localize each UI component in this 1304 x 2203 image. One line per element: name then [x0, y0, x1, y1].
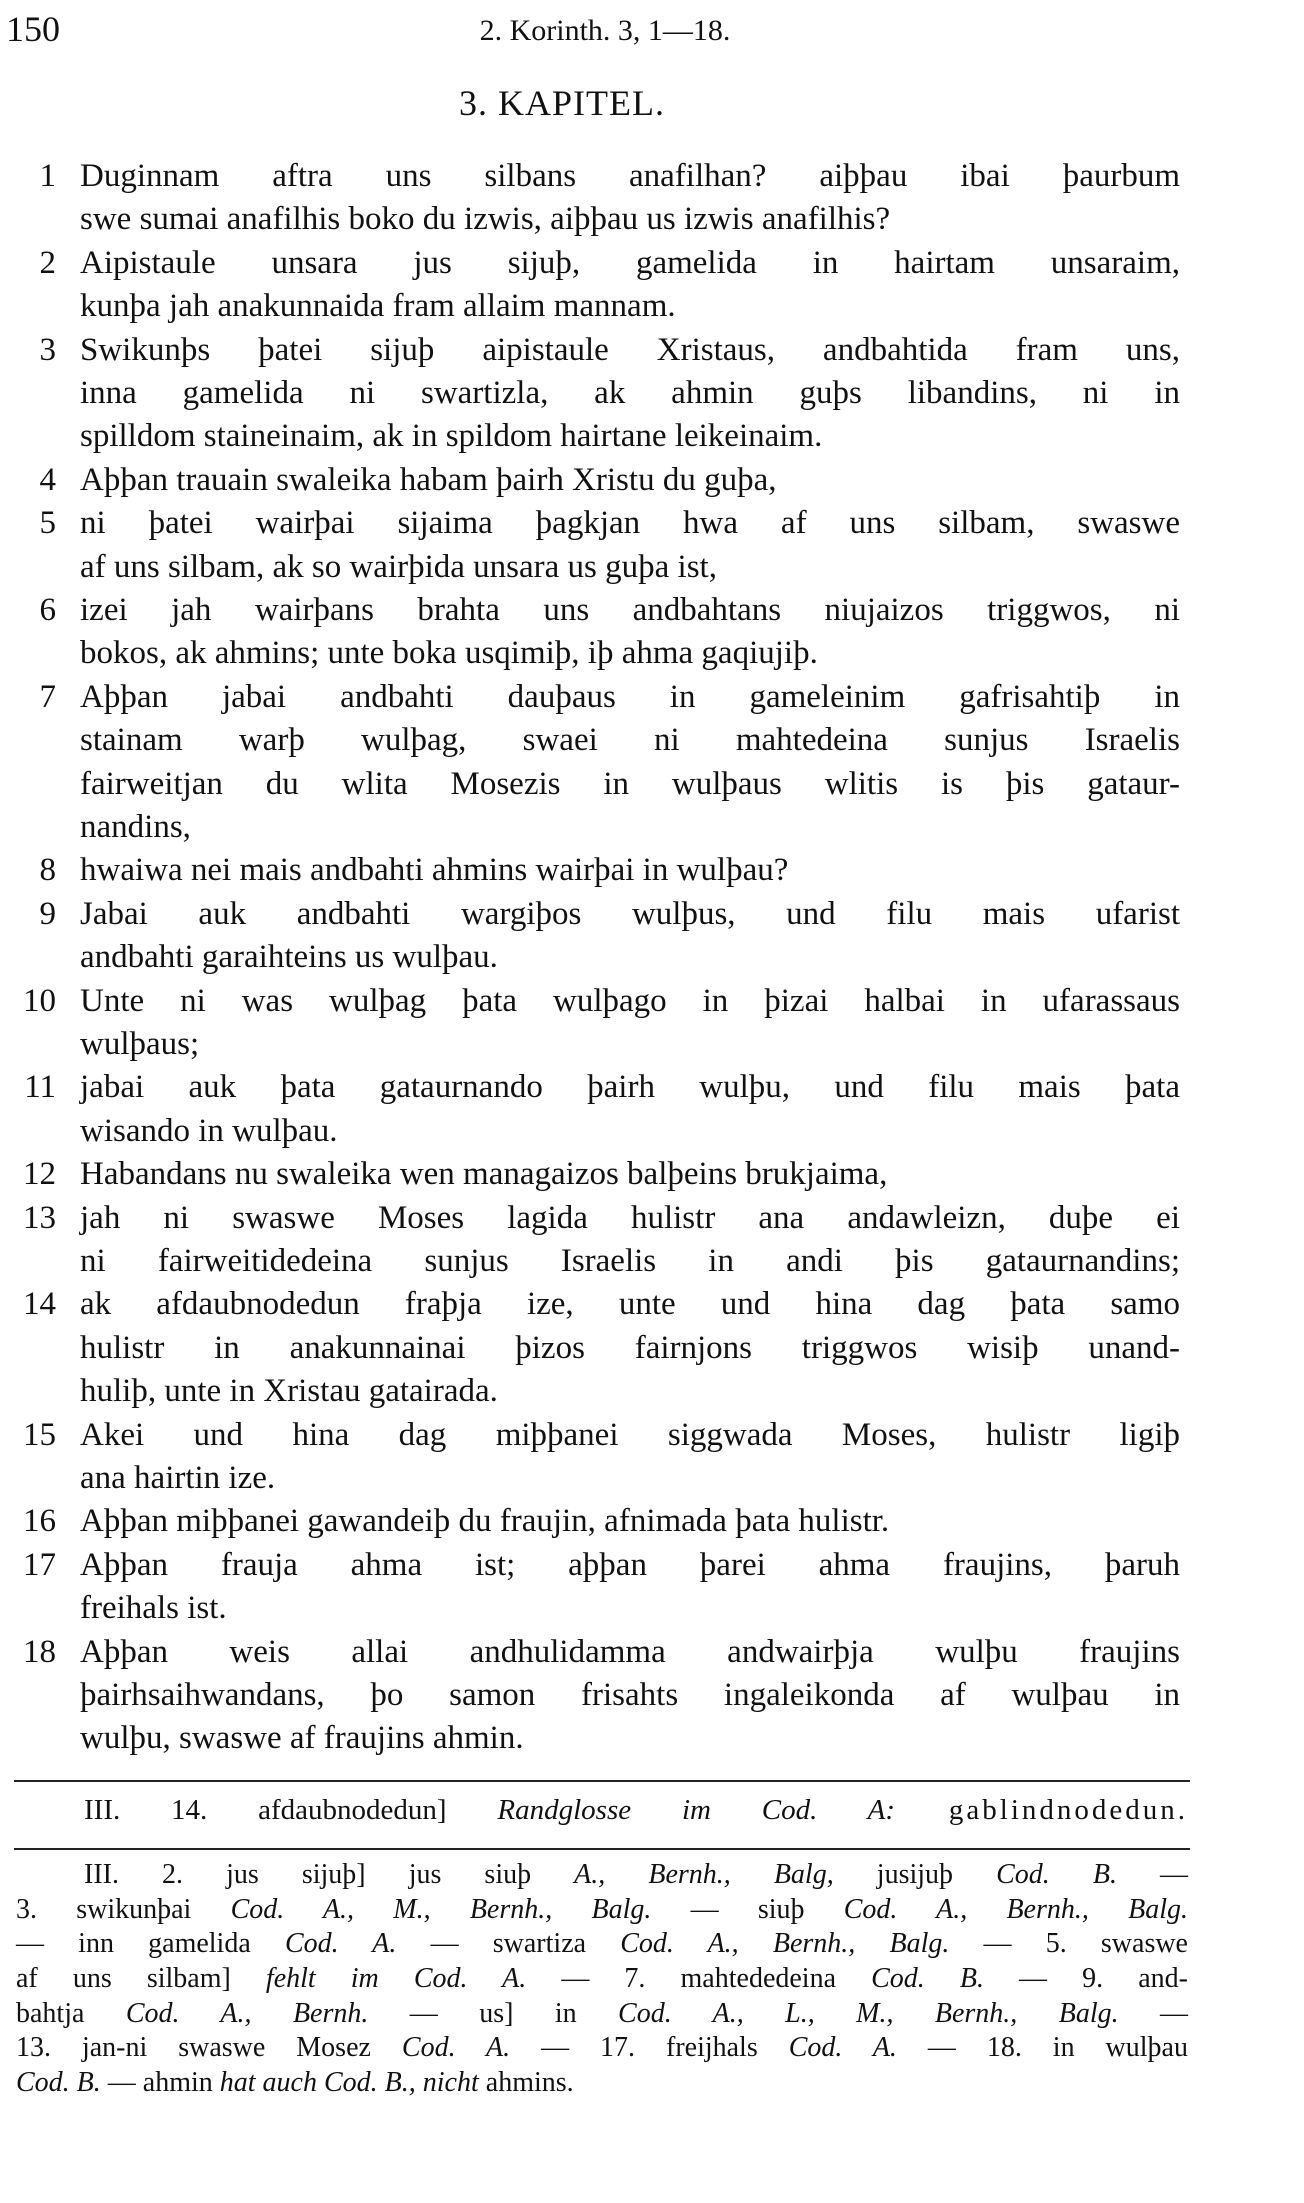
footnote-line: [16, 1893, 1188, 1928]
footnote-line: [16, 2031, 1188, 2066]
footnote-line: [16, 1962, 1188, 1997]
verse-line: [0, 1326, 1304, 1370]
footnote-text: jusijuþ: [833, 1859, 997, 1890]
critical-apparatus: [16, 1858, 1188, 2101]
verse-line: [0, 588, 1304, 632]
verse-number: 12: [23, 1156, 56, 1193]
verse-number: 7: [39, 678, 56, 715]
verse-line-text: ni þatei wairþai sijaima þagkjan hwa af uns silbam, swaswe: [80, 505, 1180, 542]
footnote-italic: Cod. A., Bernh., Balg.: [843, 1893, 1188, 1925]
verse-line-text: Aþþan jabai andbahti dauþaus in gameleinim gafrisahtiþ in: [80, 678, 1180, 715]
verse-line-text: Unte ni was wulþag þata wulþago in þizai halbai in ufarassaus: [80, 982, 1180, 1019]
verse-number: 4: [39, 461, 56, 498]
footnote-text: —: [1118, 1997, 1189, 2029]
verse-line-text: Duginnam aftra uns silbans anafilhan? aiþþau ibai þaurbum: [80, 158, 1180, 194]
gloss-italic: Randglosse im Cod. A:: [497, 1794, 896, 1826]
verse-line: [0, 979, 1304, 1023]
verse-line: [0, 1109, 1304, 1153]
verse-number: 10: [23, 982, 56, 1019]
verse-number: 3: [39, 331, 56, 368]
verse-line: [0, 1413, 1304, 1457]
footnote-line: [16, 2066, 1188, 2101]
verse-line-text: wulþu, swaswe af fraujins ahmin.: [80, 1720, 524, 1757]
verse-line: [0, 762, 1304, 806]
verse-line: [0, 1282, 1304, 1326]
verse-number: 11: [24, 1069, 56, 1106]
verse-line-text: Aþþan weis allai andhulidamma andwairþja wulþu fraujins: [80, 1633, 1180, 1670]
verse-line: [0, 1239, 1304, 1283]
verse-line: [0, 284, 1304, 328]
verse-line: [0, 1716, 1304, 1760]
verse-line: [0, 458, 1304, 502]
footnote-line: [16, 1997, 1188, 2032]
verse-line: [0, 805, 1304, 849]
verse-line: [0, 1369, 1304, 1413]
footnote-text: bahtja: [16, 1997, 126, 2029]
verse-number: 13: [23, 1199, 56, 1236]
gloss-ref: III. 14. afdaubnodedun]: [84, 1794, 498, 1826]
verse-line: [0, 545, 1304, 589]
footnote-text: — 17. freijhals: [510, 2032, 789, 2064]
verse-number: 5: [39, 505, 56, 542]
verse-line-text: andbahti garaihteins us wulþau.: [80, 939, 498, 976]
verse-line-text: Aipistaule unsara jus sijuþ, gamelida in hairtam unsaraim,: [80, 244, 1180, 281]
footnote-italic: A., Bernh., Balg,: [574, 1859, 834, 1890]
gloss-word: gablindnodedun.: [895, 1794, 1189, 1826]
verse-number: 8: [39, 852, 56, 889]
verse-line: [0, 501, 1304, 545]
verse-line: [0, 154, 1304, 198]
verse-line-text: af uns silbam, ak so wairþida unsara us guþa ist,: [80, 548, 717, 585]
verse-line-text: wulþaus;: [80, 1026, 200, 1062]
verse-line: [0, 848, 1304, 892]
footnote-italic: Cod. B.: [871, 1963, 984, 1995]
verse-line: [0, 892, 1304, 936]
verse-number: 15: [23, 1416, 56, 1453]
verse-line-text: izei jah wairþans brahta uns andbahtans niujaizos triggwos, ni: [80, 592, 1180, 628]
verse-line-text: spilldom staineinaim, ak in spildom hairtane leikeinaim.: [80, 418, 823, 455]
verse-line-text: ana hairtin ize.: [80, 1460, 276, 1496]
verse-number: 17: [23, 1546, 56, 1583]
verse-line-text: ak afdaubnodedun fraþja ize, unte und hina dag þata samo: [80, 1286, 1180, 1323]
footnote-italic: hat auch Cod. B., nicht: [219, 2067, 479, 2099]
verse-line: [0, 675, 1304, 719]
footnote-italic: Cod. B.: [996, 1859, 1117, 1890]
verse-line-text: kunþa jah anakunnaida fram allaim mannam.: [80, 288, 676, 325]
verse-number: 9: [39, 895, 56, 932]
footnote-italic: Cod. A., Bernh.: [125, 1997, 369, 2029]
verse-line-text: ni fairweitidedeina sunjus Israelis in andi þis gataurnandins;: [80, 1243, 1180, 1279]
verse-line: [0, 241, 1304, 285]
verse-line-text: wisando in wulþau.: [80, 1112, 338, 1149]
verse-line: [0, 1586, 1304, 1630]
verse-line: [0, 1499, 1304, 1543]
marginal-gloss-note: [84, 1790, 1188, 1830]
footnote-italic: Cod. A., Bernh., Balg.: [620, 1928, 950, 1960]
verse-line-text: Jabai auk andbahti wargiþos wulþus, und filu mais ufarist: [80, 895, 1180, 932]
verse-line-text: fairweitjan du wlita Mosezis in wulþaus wlitis is þis gataur-: [80, 765, 1180, 802]
chapter-title: 3. KAPITEL.: [459, 83, 665, 123]
verse-number: 2: [39, 244, 56, 281]
footnote-italic: Cod. B.: [16, 2067, 101, 2099]
footnote-text: — 5. swaswe: [949, 1928, 1188, 1960]
verse-line: [0, 1630, 1304, 1674]
footnote-text: III. 2. jus sijuþ] jus siuþ: [84, 1859, 575, 1890]
verse-line: [0, 1152, 1304, 1196]
verse-line: [0, 1022, 1304, 1066]
verse-line-text: jah ni swaswe Moses lagida hulistr ana andawleizn, duþe ei: [80, 1199, 1180, 1236]
verse-line: [0, 414, 1304, 458]
footnote-text: 3. swikunþai: [16, 1893, 231, 1925]
verse-line-text: Habandans nu swaleika wen managaizos balþeins brukjaima,: [80, 1156, 888, 1193]
verse-line-text: Swikunþs þatei sijuþ aipistaule Xristaus, andbahtida fram uns,: [80, 331, 1180, 368]
footnote-text: — 18. in wulþau: [896, 2032, 1188, 2064]
footnote-text: af uns silbam]: [16, 1963, 266, 1995]
footnote-text: — siuþ: [651, 1893, 844, 1925]
verse-number: 6: [39, 592, 56, 628]
verse-number: 18: [23, 1633, 56, 1670]
verse-line-text: jabai auk þata gataurnando þairh wulþu, und filu mais þata: [80, 1069, 1180, 1106]
footnote-text: — 7. mahtededeina: [526, 1963, 872, 1995]
footnote-text: — us] in: [368, 1997, 619, 2029]
verse-line: [0, 1673, 1304, 1717]
verse-line-text: hulistr in anakunnainai þizos fairnjons triggwos wisiþ unand-: [80, 1329, 1180, 1366]
verse-line: [0, 197, 1304, 241]
verse-line: [0, 718, 1304, 762]
footnote-text: — swartiza: [396, 1928, 621, 1960]
footnote-line: [16, 1927, 1188, 1962]
divider: [14, 1848, 1190, 1850]
verse-number: 16: [23, 1503, 56, 1540]
footnote-italic: Cod. A., L., M., Bernh., Balg.: [618, 1997, 1119, 2029]
verse-line: [0, 371, 1304, 415]
verse-line: [0, 935, 1304, 979]
verse-line: [0, 1196, 1304, 1240]
verse-line-text: bokos, ak ahmins; unte boka usqimiþ, iþ ahma gaqiujiþ.: [80, 635, 818, 672]
verse-line-text: inna gamelida ni swartizla, ak ahmin guþs libandins, ni in: [80, 375, 1180, 411]
footnote-text: — ahmin: [100, 2067, 220, 2099]
divider: [14, 1780, 1190, 1782]
verse-line: [0, 328, 1304, 372]
footnote-text: —: [1116, 1859, 1189, 1890]
verse-line-text: Aþþan trauain swaleika habam þairh Xristu du guþa,: [80, 461, 777, 498]
verse-line: [0, 631, 1304, 675]
footnote-italic: Cod. A.: [401, 2032, 511, 2064]
running-head: 2. Korinth. 3, 1—18.: [479, 14, 731, 47]
footnote-text: 13. jan-ni swaswe Mosez: [16, 2032, 402, 2064]
verse-line-text: Aþþan frauja ahma ist; aþþan þarei ahma fraujins, þaruh: [80, 1546, 1180, 1583]
verse-line-text: nandins,: [80, 809, 191, 845]
verse-line: [0, 1543, 1304, 1587]
verse-line-text: freihals ist.: [80, 1590, 227, 1627]
footnote-text: — inn gamelida: [16, 1928, 285, 1960]
verse-line-text: huliþ, unte in Xristau gatairada.: [80, 1373, 498, 1410]
footnote-italic: Cod. A.: [788, 2032, 897, 2064]
verse-number: 1: [39, 158, 56, 194]
footnote-text: ahmins.: [478, 2067, 574, 2099]
verse-number: 14: [23, 1286, 56, 1323]
verse-line-text: stainam warþ wulþag, swaei ni mahtedeina sunjus Israelis: [80, 722, 1180, 759]
verse-line: [0, 1065, 1304, 1109]
verse-line-text: þairhsaihwandans, þo samon frisahts ingaleikonda af wulþau in: [80, 1677, 1180, 1713]
footnote-italic: fehlt im Cod. A.: [265, 1963, 527, 1995]
page-number: 150: [6, 9, 60, 49]
verse-line: [0, 1456, 1304, 1500]
verse-line-text: Aþþan miþþanei gawandeiþ du fraujin, afnimada þata hulistr.: [80, 1503, 890, 1540]
footnote-italic: Cod. A., M., Bernh., Balg.: [230, 1893, 652, 1925]
footnote-text: — 9. and-: [983, 1963, 1188, 1995]
footnote-line: [16, 1858, 1188, 1893]
footnote-italic: Cod. A.: [284, 1928, 397, 1960]
verse-line-text: swe sumai anafilhis boko du izwis, aiþþau us izwis anafilhis?: [80, 201, 891, 238]
verse-line-text: hwaiwa nei mais andbahti ahmins wairþai in wulþau?: [80, 852, 789, 889]
verse-line-text: Akei und hina dag miþþanei siggwada Moses, hulistr ligiþ: [80, 1416, 1180, 1453]
